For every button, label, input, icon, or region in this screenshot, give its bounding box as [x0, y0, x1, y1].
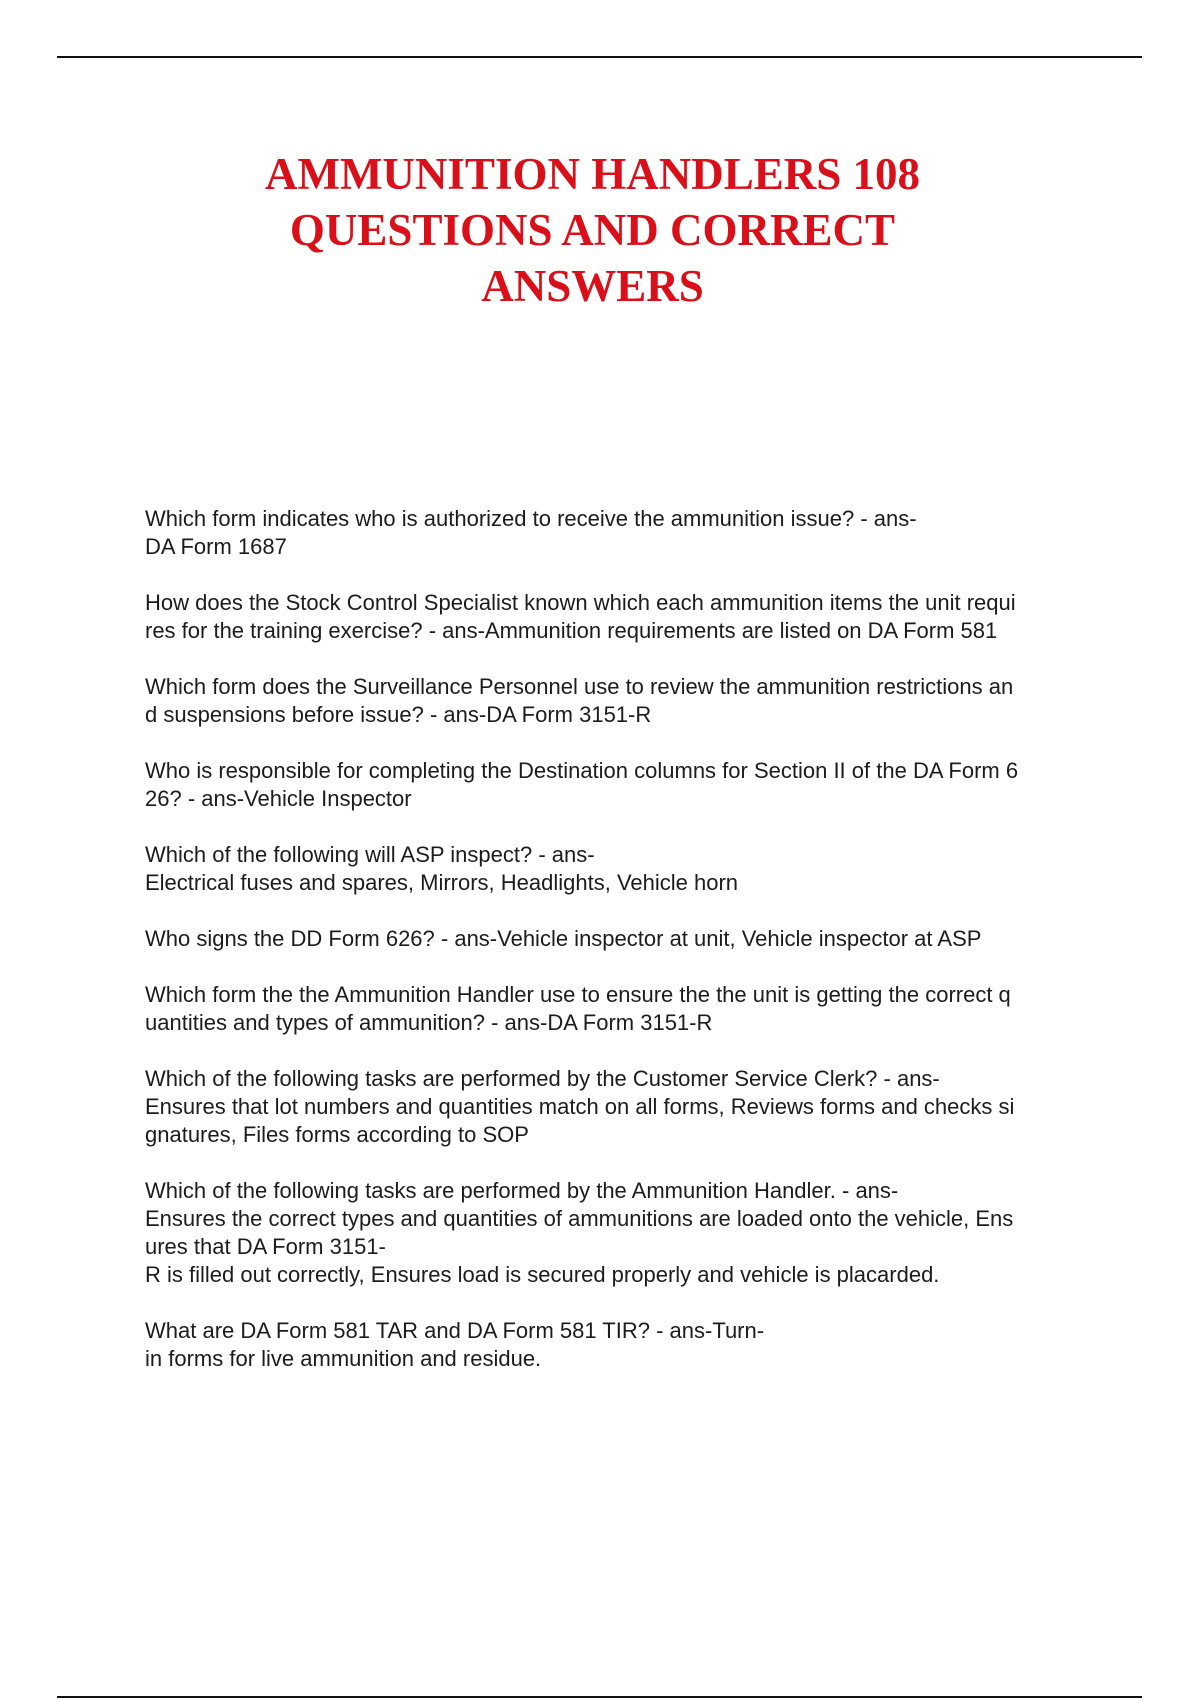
qa-line: How does the Stock Control Specialist known which each ammunition items the unit requi	[145, 590, 1016, 615]
qa-item	[145, 981, 1090, 1037]
qa-line: ures that DA Form 3151-	[145, 1234, 386, 1259]
qa-line: Which form the the Ammunition Handler use to ensure the the unit is getting the correct q	[145, 982, 1011, 1007]
qa-line: Which form indicates who is authorized to receive the ammunition issue? - ans-	[145, 506, 917, 531]
title-line: QUESTIONS AND CORRECT	[289, 205, 896, 255]
qa-item	[145, 505, 1090, 561]
qa-line: in forms for live ammunition and residue.	[145, 1346, 542, 1371]
qa-line: Which of the following tasks are performed by the Customer Service Clerk? - ans-	[145, 1066, 940, 1091]
qa-item	[145, 673, 1090, 729]
qa-line: Which form does the Surveillance Personnel use to review the ammunition restrictions an	[145, 674, 1014, 699]
qa-line: Electrical fuses and spares, Mirrors, Headlights, Vehicle horn	[145, 870, 739, 895]
top-horizontal-rule	[57, 56, 1142, 58]
qa-line: d suspensions before issue? - ans-DA Form 3151-R	[145, 702, 652, 727]
qa-line: 26? - ans-Vehicle Inspector	[145, 786, 412, 811]
qa-item	[145, 925, 1090, 953]
qa-line: Who signs the DD Form 626? - ans-Vehicle inspector at unit, Vehicle inspector at ASP	[145, 926, 982, 951]
qa-item	[145, 757, 1090, 813]
qa-item	[145, 589, 1090, 645]
qa-line: Which of the following tasks are performed by the Ammunition Handler. - ans-	[145, 1178, 899, 1203]
title-line: AMMUNITION HANDLERS 108	[264, 149, 921, 199]
qa-line: gnatures, Files forms according to SOP	[145, 1122, 529, 1147]
qa-line: uantities and types of ammunition? - ans-DA Form 3151-R	[145, 1010, 713, 1035]
qa-item	[145, 1177, 1090, 1289]
qa-line: What are DA Form 581 TAR and DA Form 581 TIR? - ans-Turn-	[145, 1318, 765, 1343]
title-line: ANSWERS	[481, 261, 704, 311]
qa-list	[145, 505, 1090, 1401]
qa-item	[145, 841, 1090, 897]
qa-line: Ensures the correct types and quantities of ammunitions are loaded onto the vehicle, Ens	[145, 1206, 1014, 1231]
qa-line: Who is responsible for completing the Destination columns for Section II of the DA Form 6	[145, 758, 1019, 783]
qa-line: R is filled out correctly, Ensures load is secured properly and vehicle is placarded.	[145, 1262, 940, 1287]
qa-line: Ensures that lot numbers and quantities match on all forms, Reviews forms and checks si	[145, 1094, 1015, 1119]
qa-line: Which of the following will ASP inspect? - ans-	[145, 842, 595, 867]
document-title	[180, 146, 1005, 314]
bottom-horizontal-rule	[57, 1696, 1142, 1698]
qa-line: res for the training exercise? - ans-Ammunition requirements are listed on DA Form 581	[145, 618, 998, 643]
qa-line: DA Form 1687	[145, 534, 287, 559]
qa-item	[145, 1065, 1090, 1149]
qa-item	[145, 1317, 1090, 1373]
